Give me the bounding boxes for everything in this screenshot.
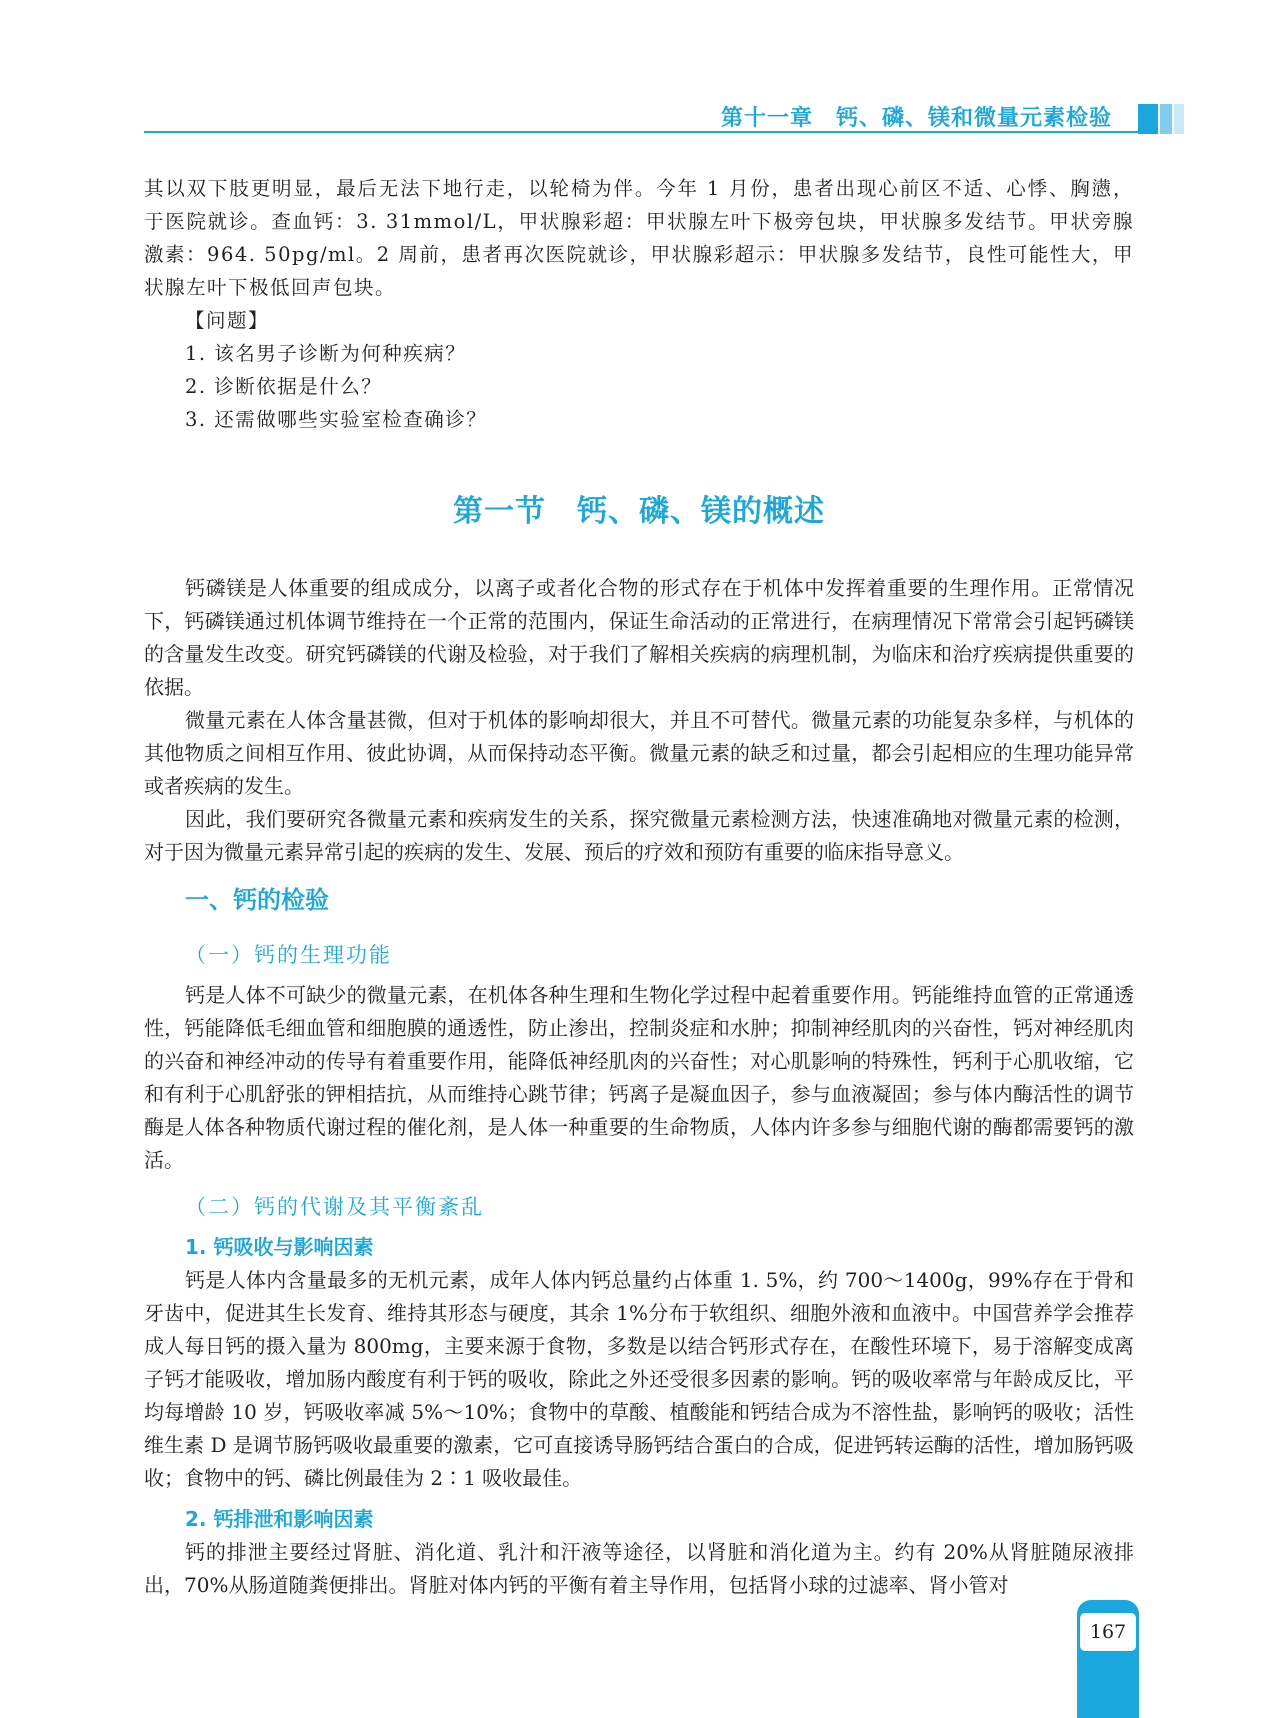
subsection-title: 一、钙的检验 xyxy=(185,886,329,914)
question-item: 3. 还需做哪些实验室检查确诊？ xyxy=(185,408,488,431)
header-decoration xyxy=(1138,104,1184,134)
question-item: 1. 该名男子诊断为何种疾病？ xyxy=(185,342,467,365)
part1-paragraph: 钙是人体不可缺少的微量元素，在机体各种生理和生物化学过程中起着重要作用。钙能维持血管的正常通透性，钙能降低毛细血管和细胞膜的通透性，防止渗出，控制炎症和水肿；抑制神经肌肉的兴奋性，钙对神经肌肉的兴奋和神经冲动的传导有着重要作用，能降低神经肌肉的兴奋性；对心肌影响的特殊性，钙利于心肌收缩，它和有利于心肌舒张的钾相拮抗，从而维持心跳节律；钙离子是凝血因子，参与血液凝固；参与体内酶活性的调节酶是人体各种物质代谢过程的催化剂，是人体一种重要的生命物质，人体内许多参与细胞代谢的酶都需要钙的激活。 xyxy=(144,983,1134,1172)
header-rule xyxy=(144,131,1144,133)
item1-paragraph: 钙是人体内含量最多的无机元素，成年人体内钙总量约占体重 1. 5%，约 700～1400g，99%存在于骨和牙齿中，促进其生长发育、维持其形态与硬度，其余 1%分布于软组织、细胞外液和血液中。中国营养学会推荐成人每日钙的摄入量为 800mg，主要来源于食物，多数是以结合钙形式存在，在酸性环境下，易于溶解变成离子钙才能吸收，增加肠内酸度有利于钙的吸收，除此之外还受很多因素的影响。钙的吸收率常与年龄成反比，平均每增龄 10 岁，钙吸收率减 5%～10%；食物中的草酸、植酸能和钙结合成为不溶性盐，影响钙的吸收；活性维生素 D 是调节肠钙吸收最重要的激素，它可直接诱导肠钙结合蛋白的合成，促进钙转运酶的活性，增加肠钙吸收；食物中的钙、磷比例最佳为 2∶1 吸收最佳。 xyxy=(144,1268,1134,1490)
item1-title: 1. 钙吸收与影响因素 xyxy=(185,1235,374,1259)
part2-title: （二）钙的代谢及其平衡紊乱 xyxy=(185,1195,484,1219)
question-item: 2. 诊断依据是什么？ xyxy=(185,375,383,398)
item2-paragraph: 钙的排泄主要经过肾脏、消化道、乳汁和汗液等途径，以肾脏和消化道为主。约有 20%从肾脏随尿液排出，70%从肠道随粪便排出。肾脏对体内钙的平衡有着主导作用，包括肾小球的过滤率、肾小管对 xyxy=(144,1540,1134,1597)
intro-paragraph: 微量元素在人体含量甚微，但对于机体的影响却很大，并且不可替代。微量元素的功能复杂多样，与机体的其他物质之间相互作用、彼此协调，从而保持动态平衡。微量元素的缺乏和过量，都会引起相应的生理功能异常或者疾病的发生。 xyxy=(144,708,1134,798)
intro-paragraph: 钙磷镁是人体重要的组成成分，以离子或者化合物的形式存在于机体中发挥着重要的生理作用。正常情况下，钙磷镁通过机体调节维持在一个正常的范围内，保证生命活动的正常进行，在病理情况下常常会引起钙磷镁的含量发生改变。研究钙磷镁的代谢及检验，对于我们了解相关疾病的病理机制，为临床和治疗疾病提供重要的依据。 xyxy=(144,576,1134,699)
item2-title: 2. 钙排泄和影响因素 xyxy=(185,1507,374,1531)
intro-paragraph: 因此，我们要研究各微量元素和疾病发生的关系，探究微量元素检测方法，快速准确地对微量元素的检测，对于因为微量元素异常引起的疾病的发生、发展、预后的疗效和预防有重要的临床指导意义。 xyxy=(144,807,1134,864)
part1-title: （一）钙的生理功能 xyxy=(185,943,392,967)
questions-heading: 【问题】 xyxy=(185,309,270,332)
case-paragraph: 其以双下肢更明显，最后无法下地行走，以轮椅为伴。今年 1 月份，患者出现心前区不适、心悸、胸懑，于医院就诊。查血钙：3. 31mmol/L，甲状腺彩超：甲状腺左叶下极旁包块，甲状腺多发结节。甲状旁腺激素：964. 50pg/ml。2 周前，患者再次医院就诊，甲状腺彩超示：甲状腺多发结节，良性可能性大，甲状腺左叶下极低回声包块。 xyxy=(144,177,1134,299)
page-body xyxy=(144,172,1134,1602)
section-title: 第一节 钙、磷、镁的概述 xyxy=(453,494,825,529)
case-study xyxy=(144,172,1134,436)
page-number: 167 xyxy=(1077,1610,1139,1654)
chapter-title: 第十一章 钙、磷、镁和微量元素检验 xyxy=(720,106,1112,131)
